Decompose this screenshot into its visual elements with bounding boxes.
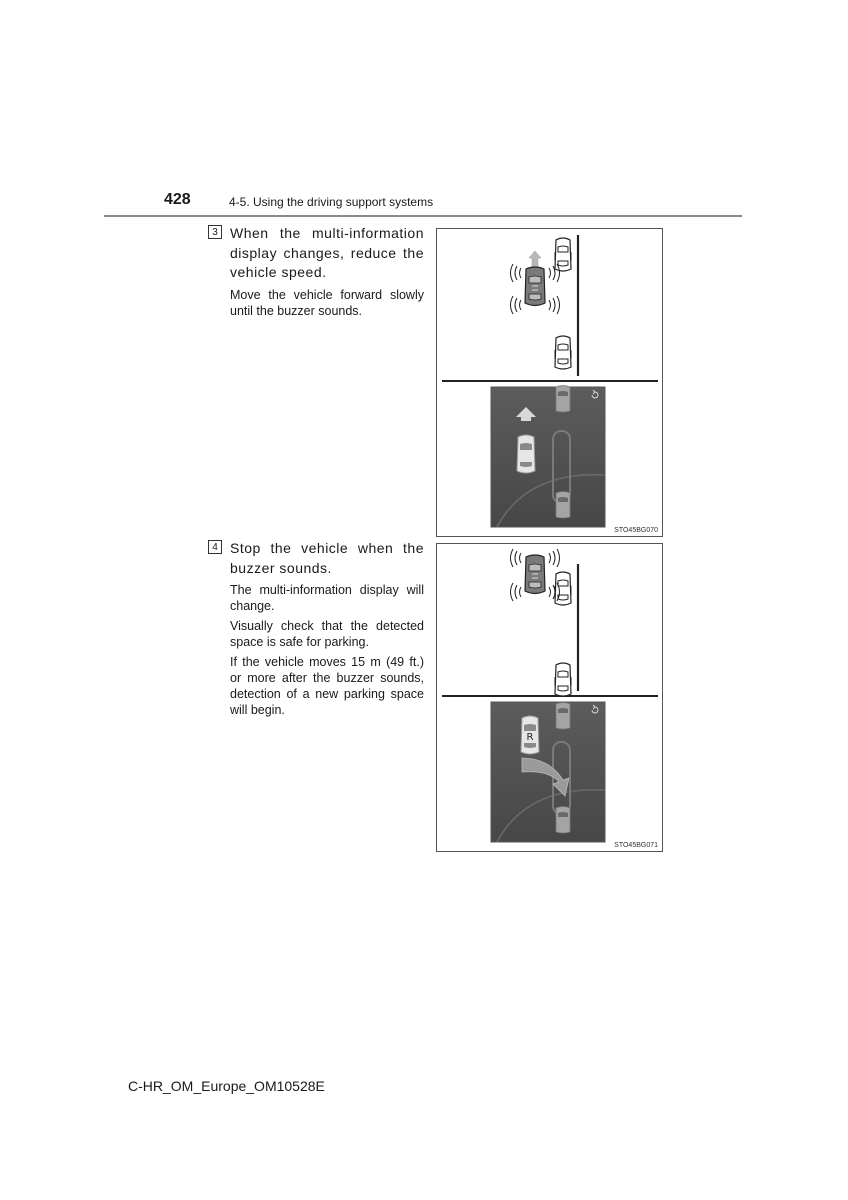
- sensor-waves-icon: [549, 296, 560, 314]
- parked-car: [555, 663, 571, 696]
- parked-car: [555, 336, 571, 369]
- step-4-body: [230, 582, 424, 722]
- step-4-paragraph: Visually check that the detected space is safe for parking.: [230, 619, 424, 649]
- document-id: C-HR_OM_Europe_OM10528E: [128, 1078, 325, 1094]
- step-3-badge: 3: [208, 225, 222, 239]
- step-3-body: [230, 287, 424, 323]
- sensor-waves-icon: [511, 296, 522, 314]
- multi-information-display: [491, 386, 605, 528]
- figure-code: STO45BG071: [614, 842, 658, 849]
- step-3-paragraph: Move the vehicle forward slowly until the buzzer sounds.: [230, 288, 424, 318]
- display-parked-car: [556, 703, 570, 730]
- sensor-waves-icon: [511, 549, 522, 567]
- step-4-paragraph: If the vehicle moves 15 m (49 ft.) or more after the buzzer sounds, detection of a new parking space will begin.: [230, 655, 424, 717]
- gear-r-label: R: [526, 732, 534, 743]
- forward-arrow-icon: [529, 251, 541, 267]
- step-4-heading: Stop the vehicle when the buzzer sounds.: [230, 540, 424, 576]
- sensor-waves-icon: [511, 583, 522, 601]
- step-3-heading: When the multi-information display changes, reduce the vehicle speed.: [230, 225, 424, 280]
- step-3-figure: [436, 228, 663, 537]
- step-4-figure: [436, 543, 663, 852]
- own-vehicle: [525, 555, 545, 594]
- sensor-waves-icon: [549, 549, 560, 567]
- header-divider: [104, 215, 742, 217]
- section-title: 4-5. Using the driving support systems: [229, 195, 434, 209]
- sensor-waves-icon: [549, 264, 560, 282]
- step-4-paragraph: The multi-information display will change.: [230, 583, 424, 613]
- multi-information-display: [491, 702, 605, 842]
- parked-car: [555, 238, 571, 271]
- own-vehicle: [525, 267, 545, 306]
- display-own-vehicle: [517, 435, 535, 473]
- page-number: 428: [164, 191, 191, 208]
- step-3-illustration: [437, 229, 662, 536]
- figure-code: STO45BG070: [614, 527, 658, 534]
- sensor-waves-icon: [511, 264, 522, 282]
- display-parked-car: [556, 807, 570, 834]
- step-4-illustration: [437, 544, 662, 851]
- step-4-badge: 4: [208, 540, 222, 554]
- display-parked-car: [556, 492, 570, 519]
- display-parked-car: [556, 386, 570, 413]
